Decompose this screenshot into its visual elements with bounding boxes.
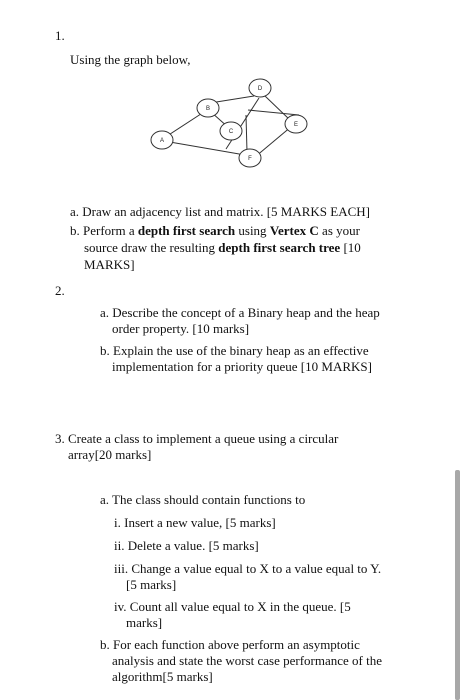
question-1b-prefix: b. Perform a [70,223,138,238]
node-f-label: F [248,156,252,162]
question-1b-mid1: using [235,223,270,238]
question-2b-line1: b. Explain the use of the binary heap as an effective [100,343,369,358]
question-1b-line2-prefix: source draw the resulting [84,240,219,255]
node-d-label: D [257,86,263,92]
node-e-label: E [293,122,299,128]
question-1-intro: Using the graph below, [70,52,191,67]
question-3-line1: 3. Create a class to implement a queue using a circular [55,431,339,446]
question-3b-line3: algorithm[5 marks] [112,669,213,684]
question-1b-line1 [70,223,360,239]
edge-x3 [246,115,247,152]
node-c-label: C [228,129,234,135]
question-2b-line2: implementation for a priority queue [10 MARKS] [112,359,372,374]
question-1b-line3: MARKS] [84,257,135,272]
edge-d-e [265,96,290,120]
edge-f-e [255,126,292,157]
vertical-scrollbar[interactable] [455,470,460,700]
question-3a: a. The class should contain functions to [100,492,306,507]
edge-x2 [248,110,299,115]
question-3a-iv-line1: iv. Count all value equal to X in the queue. [5 [114,599,351,614]
question-3a-i: i. Insert a new value, [5 marks] [114,515,276,530]
question-2-number: 2. [55,283,65,298]
node-b-label: B [205,106,211,112]
question-1b-bold-vertex: Vertex C [269,223,319,238]
question-3a-iii-line1: iii. Change a value equal to X to a value equal to Y. [114,561,382,576]
question-3a-iv-line2: marks] [126,615,163,630]
question-3a-iii-line2: [5 marks] [126,577,177,592]
question-3a-ii: ii. Delete a value. [5 marks] [114,538,259,553]
question-1b-bold-dfs: depth first search [137,223,236,238]
question-2a-line2: order property. [10 marks] [112,321,250,336]
question-3-line2: array[20 marks] [68,447,152,462]
question-2a-line1: a. Describe the concept of a Binary heap and the heap [100,305,380,320]
node-a-label: A [159,138,165,144]
question-1-number: 1. [55,28,65,43]
question-1b-mid2: as your [318,223,360,238]
graph-diagram [0,0,464,220]
question-1b-line2-suffix: [10 [340,240,361,255]
question-3b-line2: analysis and state the worst case performance of the [112,653,383,668]
question-1b-bold-tree: depth first search tree [218,240,341,255]
question-1a: a. Draw an adjacency list and matrix. [5 MARKS EACH] [70,204,371,219]
question-1b-line2 [84,240,361,256]
edge-a-f [164,141,245,155]
question-3b-line1: b. For each function above perform an asymptotic [100,637,360,652]
